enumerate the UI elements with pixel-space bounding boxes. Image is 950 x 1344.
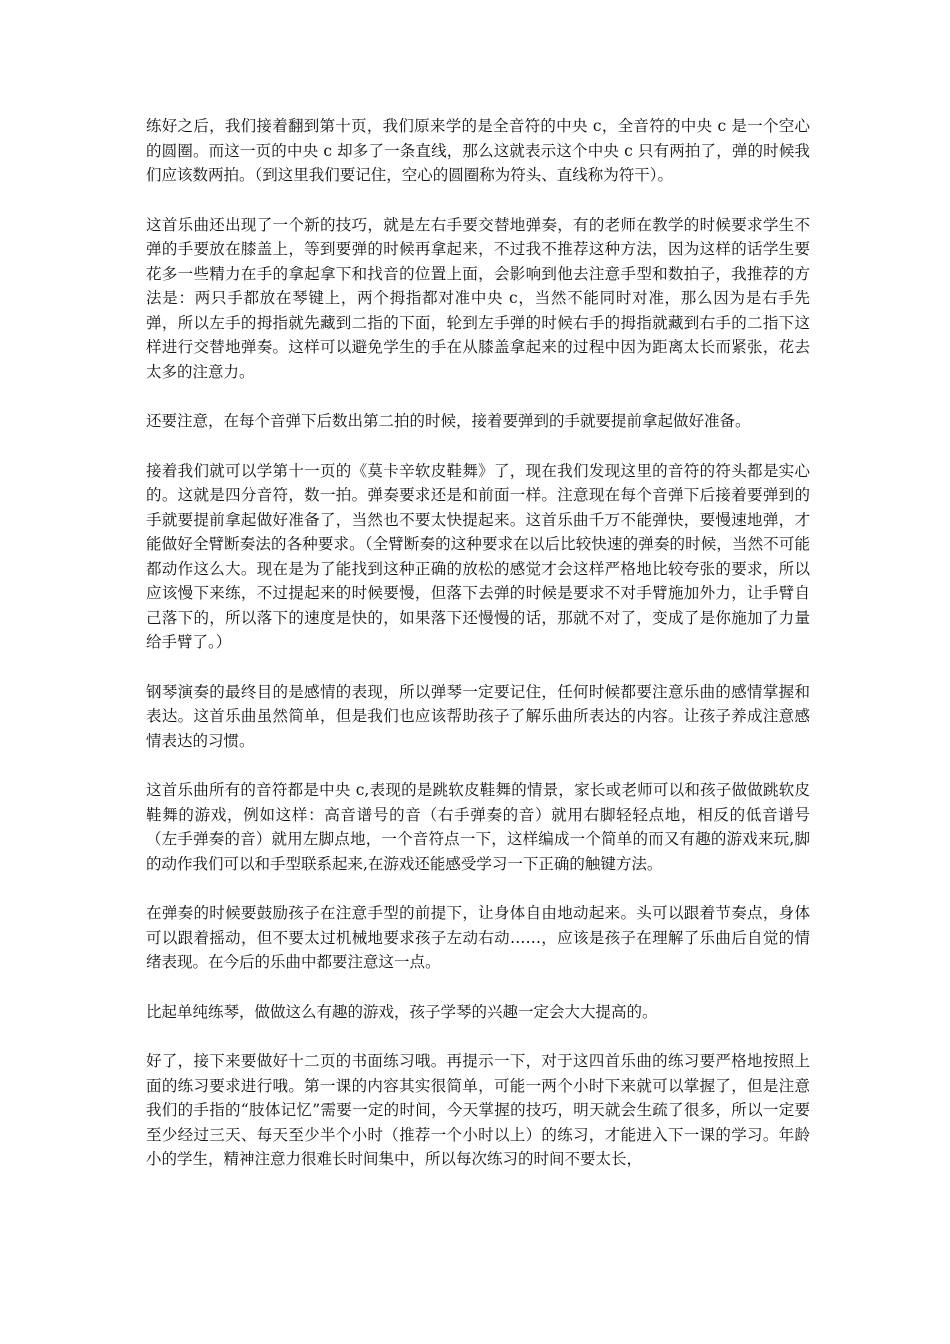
paragraph-moccasin-dance: 接着我们就可以学第十一页的《莫卡辛软皮鞋舞》了，现在我们发现这里的音符的符头都是实心的。这就是四分音符，数一拍。弹奏要求还是和前面一样。注意现在每个音弹下后接着要弹到的手就要提前拿起做好准备了，当然也不要太快提起来。这首乐曲千万不能弹快，要慢速地弹，才能做好全臂断奏法的各种要求。（全臂断奏的这种要求在以后比较快速的弹奏的时候，当然不可能都动作这么大。现在是为了能找到这种正确的放松的感觉才会这样严格地比较夸张的要求，所以应该慢下来练，不过提起来的时候要慢，但落下去弹的时候是要求不对手臂施加外力，让手臂自己落下的，所以落下的速度是快的，如果落下还慢慢的话，那就不对了，变成了是你施加了力量给手臂了。） [146,461,810,651]
paragraph-dance-game: 这首乐曲所有的音符都是中央 c,表现的是跳软皮鞋舞的情景，家长或老师可以和孩子做做跳软皮鞋舞的游戏，例如这样：高音谱号的音（右手弹奏的音）就用右脚轻轻点地，相反的低音谱号（左手弹奏的音）就用左脚点地，一个音符点一下，这样编成一个简单的而又有趣的游戏来玩,脚的动作我们可以和手型联系起来,在游戏还能感受学习一下正确的触键方法。 [146,781,810,873]
document-body [146,114,810,1197]
paragraph-whole-note-half-note: 练好之后，我们接着翻到第十页，我们原来学的是全音符的中央 c，全音符的中央 c 是一个空心的圆圈。而这一页的中央 c 却多了一条直线，那么这就表示这个中央 c 只有两拍了，弹的时候我们应该数两拍。（到这里我们要记住，空心的圆圈称为符头、直线称为符干）。 [146,117,810,184]
paragraph-interest: 比起单纯练琴，做做这么有趣的游戏，孩子学琴的兴趣一定会大大提高的。 [146,1002,658,1021]
paragraph-expression: 钢琴演奏的最终目的是感情的表现，所以弹琴一定要记住，任何时候都要注意乐曲的感情掌握和表达。这首乐曲虽然简单，但是我们也应该帮助孩子了解乐曲所表达的内容。让孩子养成注意感情表达的习惯。 [146,682,810,750]
paragraph-written-practice: 好了，接下来要做好十二页的书面练习哦。再提示一下，对于这四首乐曲的练习要严格地按照上面的练习要求进行哦。第一课的内容其实很简单，可能一两个小时下来就可以掌握了，但是注意我们的手指的“肢体记忆”需要一定的时间，今天掌握的技巧，明天就会生疏了很多，所以一定要至少经过三天、每天至少半个小时（推荐一个小时以上）的练习，才能进入下一课的学习。年龄小的学生，精神注意力很难长时间集中，所以每次练习的时间不要太长， [146,1052,810,1168]
paragraph-body-movement: 在弹奏的时候要鼓励孩子在注意手型的前提下，让身体自由地动起来。头可以跟着节奏点，身体可以跟着摇动，但不要太过机械地要求孩子左动右动……，应该是孩子在理解了乐曲后自觉的情绪表现。在今后的乐曲中都要注意这一点。 [146,904,810,971]
paragraph-prepare-next-hand: 还要注意，在每个音弹下后数出第二拍的时候，接着要弹到的手就要提前拿起做好准备。 [146,412,751,430]
paragraph-alternating-hands: 这首乐曲还出现了一个新的技巧，就是左右手要交替地弹奏，有的老师在教学的时候要求学生不弹的手要放在膝盖上，等到要弹的时候再拿起来，不过我不推荐这种方法，因为这样的话学生要花多一些精力在手的拿起拿下和找音的位置上面，会影响到他去注意手型和数拍子，我推荐的方法是：两只手都放在琴键上，两个拇指都对准中央 c，当然不能同时对准，那么因为是右手先弹，所以左手的拇指就先藏到二指的下面，轮到左手弹的时候右手的拇指就藏到右手的二指下这样进行交替地弹奏。这样可以避免学生的手在从膝盖拿起来的过程中因为距离太长而紧张，花去太多的注意力。 [146,215,810,381]
